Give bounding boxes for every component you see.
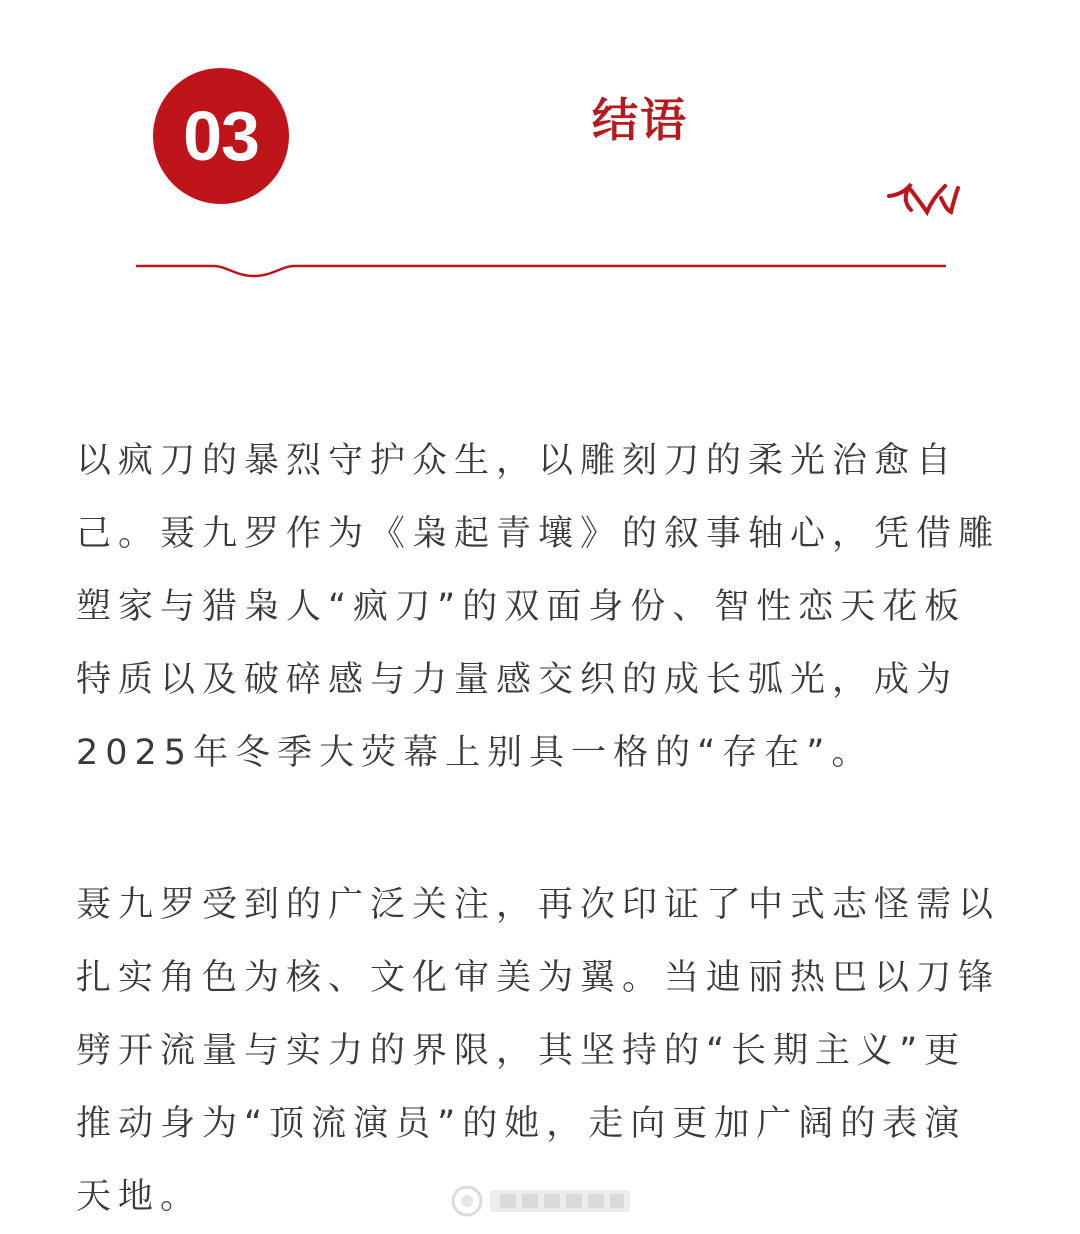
header-divider <box>136 250 946 286</box>
pen-flourish-icon <box>765 168 965 228</box>
section-number: 03 <box>183 97 259 175</box>
conclusion-paragraph-1: 以疯刀的暴烈守护众生，以雕刻刀的柔光治愈自己。聂九罗作为《枭起青壤》的叙事轴心，凭借雕塑家与猎枭人“疯刀”的双面身份、智性恋天花板特质以及破碎感与力量感交织的成长弧光，成为2025年冬季大荧幕上别具一格的“存在”。 <box>76 441 1001 773</box>
conclusion-paragraph-2: 聂九罗受到的广泛关注，再次印证了中式志怪需以扎实角色为核、文化审美为翼。当迪丽热巴以刀锋劈开流量与实力的界限，其坚持的“长期主义”更推动身为“顶流演员”的她，走向更加广阔的表演天地。 <box>76 885 1001 1217</box>
section-number-badge <box>153 68 289 204</box>
watermark-icon <box>448 1182 634 1220</box>
section-title: 结语 <box>592 93 688 147</box>
section-header <box>0 0 1080 300</box>
